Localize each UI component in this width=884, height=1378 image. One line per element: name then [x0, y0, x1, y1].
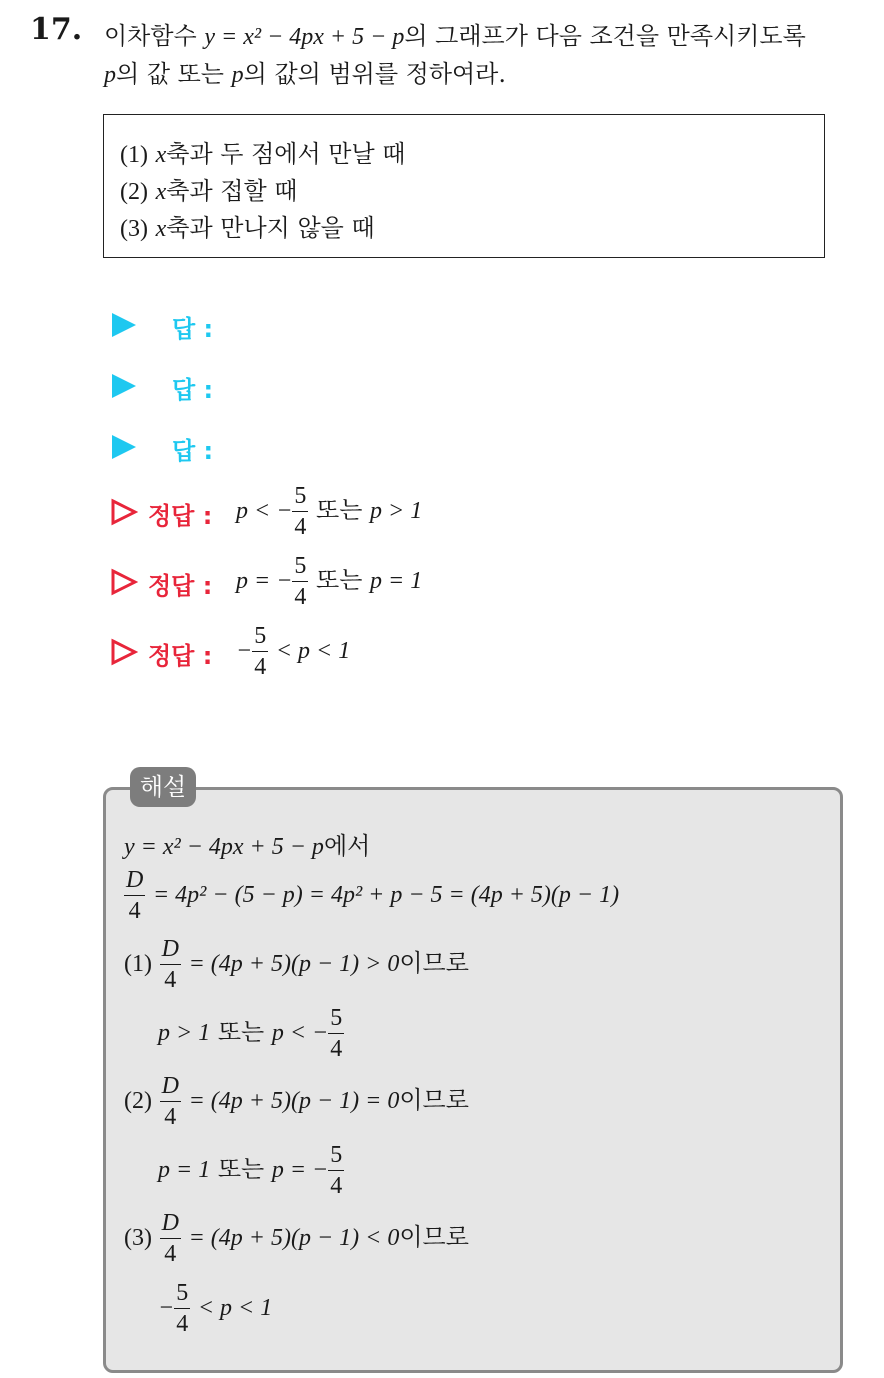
- solution-math: p > 1: [158, 1020, 211, 1046]
- solution-text: 또는: [217, 1018, 265, 1046]
- fraction: [328, 1006, 344, 1061]
- condition-1: [120, 134, 405, 169]
- condition-text: 축과 두 점에서 만날 때: [166, 140, 406, 168]
- solution-case-2: [124, 1074, 469, 1129]
- play-arrow-icon: [112, 435, 136, 459]
- answer-math: p = −: [236, 568, 293, 594]
- question-text: 이차함수: [104, 22, 197, 50]
- play-arrow-icon: [112, 374, 136, 398]
- solution-math: = (4p + 5)(p − 1) = 0: [188, 1088, 400, 1114]
- solution-case-1: [124, 937, 469, 992]
- variable-x: x: [155, 216, 167, 242]
- fraction: [174, 1281, 190, 1336]
- play-arrow-icon: [112, 313, 136, 337]
- condition-text: 축과 접할 때: [166, 177, 298, 205]
- function-expression: y = x² − 4px + 5 − p: [204, 24, 405, 50]
- condition-3: [120, 208, 375, 243]
- fraction-denominator: 4: [128, 898, 141, 924]
- answer-text: 또는: [316, 496, 363, 524]
- case-number: (3): [124, 1225, 152, 1251]
- case-number: (2): [124, 1088, 152, 1114]
- condition-number: (3): [120, 216, 148, 242]
- solution-math: < p < 1: [197, 1295, 273, 1321]
- solution-case-2-result: [158, 1143, 344, 1198]
- solution-math: p < −: [271, 1020, 329, 1046]
- outline-triangle-icon: [110, 568, 138, 596]
- fraction: [292, 484, 308, 539]
- fraction: [328, 1143, 344, 1198]
- fraction-denominator: 4: [294, 514, 307, 540]
- answer-math: p < −: [236, 498, 293, 524]
- solution-text: 또는: [217, 1155, 265, 1183]
- solution-text: 이므로: [399, 1086, 469, 1114]
- variable-x: x: [155, 142, 167, 168]
- solution-tag: 해설: [130, 767, 196, 807]
- answer-math: −: [236, 638, 253, 664]
- answer-label: 답 :: [172, 315, 214, 343]
- solution-text: 에서: [323, 832, 371, 860]
- solution-math: −: [158, 1295, 175, 1321]
- solution-math: = (4p + 5)(p − 1) < 0: [188, 1225, 400, 1251]
- case-number: (1): [124, 951, 152, 977]
- solution-case-3-result: [158, 1281, 272, 1336]
- fraction: [292, 554, 308, 609]
- condition-number: (2): [120, 179, 148, 205]
- solution-math: p = 1: [158, 1157, 211, 1183]
- question-text: 의 값의 범위를 정하여라.: [243, 60, 506, 88]
- fraction-d-over-4: [160, 1211, 181, 1266]
- question-text: 의 그래프가 다음 조건을 만족시키도록: [404, 22, 806, 50]
- variable-p: p: [231, 62, 244, 88]
- correct-answer-label: 정답 :: [148, 642, 213, 670]
- question-line-1: [104, 16, 806, 51]
- fraction-numerator: 5: [174, 1281, 190, 1309]
- correct-answer-2: [236, 554, 422, 609]
- fraction-numerator: 5: [328, 1143, 344, 1171]
- correct-answer-3: [236, 624, 350, 679]
- solution-text: 이므로: [399, 1223, 469, 1251]
- answer-math: p = 1: [370, 568, 423, 594]
- fraction-numerator: D: [124, 868, 145, 896]
- fraction-denominator: 4: [164, 967, 177, 993]
- outline-triangle-icon: [110, 638, 138, 666]
- condition-2: [120, 171, 297, 206]
- answer-text: 또는: [316, 566, 363, 594]
- solution-math: p = −: [271, 1157, 329, 1183]
- fraction-numerator: D: [160, 1074, 181, 1102]
- fraction-denominator: 4: [254, 654, 267, 680]
- correct-answer-1: [236, 484, 422, 539]
- answer-label: 답 :: [172, 376, 214, 404]
- fraction-denominator: 4: [176, 1311, 189, 1337]
- question-line-2: [104, 54, 506, 89]
- question-text: 의 값 또는: [116, 60, 224, 88]
- question-number: 17.: [30, 12, 83, 47]
- fraction-denominator: 4: [164, 1241, 177, 1267]
- solution-case-1-result: [158, 1006, 344, 1061]
- fraction-denominator: 4: [330, 1036, 343, 1062]
- solution-line-2: [124, 868, 619, 923]
- fraction-d-over-4: [160, 937, 181, 992]
- outline-triangle-icon: [110, 498, 138, 526]
- correct-answer-label: 정답 :: [148, 502, 213, 530]
- fraction-numerator: 5: [292, 484, 308, 512]
- answer-label: 답 :: [172, 437, 214, 465]
- fraction-numerator: 5: [252, 624, 268, 652]
- solution-math: y = x² − 4px + 5 − p: [124, 834, 324, 860]
- fraction-d-over-4: [160, 1074, 181, 1129]
- fraction-numerator: D: [160, 937, 181, 965]
- answer-math: p > 1: [370, 498, 423, 524]
- fraction-d-over-4: [124, 868, 145, 923]
- fraction-numerator: 5: [292, 554, 308, 582]
- fraction-numerator: 5: [328, 1006, 344, 1034]
- fraction-numerator: D: [160, 1211, 181, 1239]
- correct-answer-label: 정답 :: [148, 572, 213, 600]
- solution-line-1: [124, 826, 370, 861]
- solution-math: = (4p + 5)(p − 1) > 0: [188, 951, 400, 977]
- fraction-denominator: 4: [330, 1173, 343, 1199]
- solution-math: = 4p² − (5 − p) = 4p² + p − 5 = (4p + 5)(p − 1): [152, 882, 620, 908]
- solution-text: 이므로: [399, 949, 469, 977]
- condition-text: 축과 만나지 않을 때: [166, 214, 375, 242]
- fraction-denominator: 4: [294, 584, 307, 610]
- fraction-denominator: 4: [164, 1104, 177, 1130]
- answer-math: < p < 1: [275, 638, 351, 664]
- condition-number: (1): [120, 142, 148, 168]
- variable-x: x: [155, 179, 167, 205]
- solution-case-3: [124, 1211, 469, 1266]
- variable-p: p: [104, 62, 116, 88]
- fraction: [252, 624, 268, 679]
